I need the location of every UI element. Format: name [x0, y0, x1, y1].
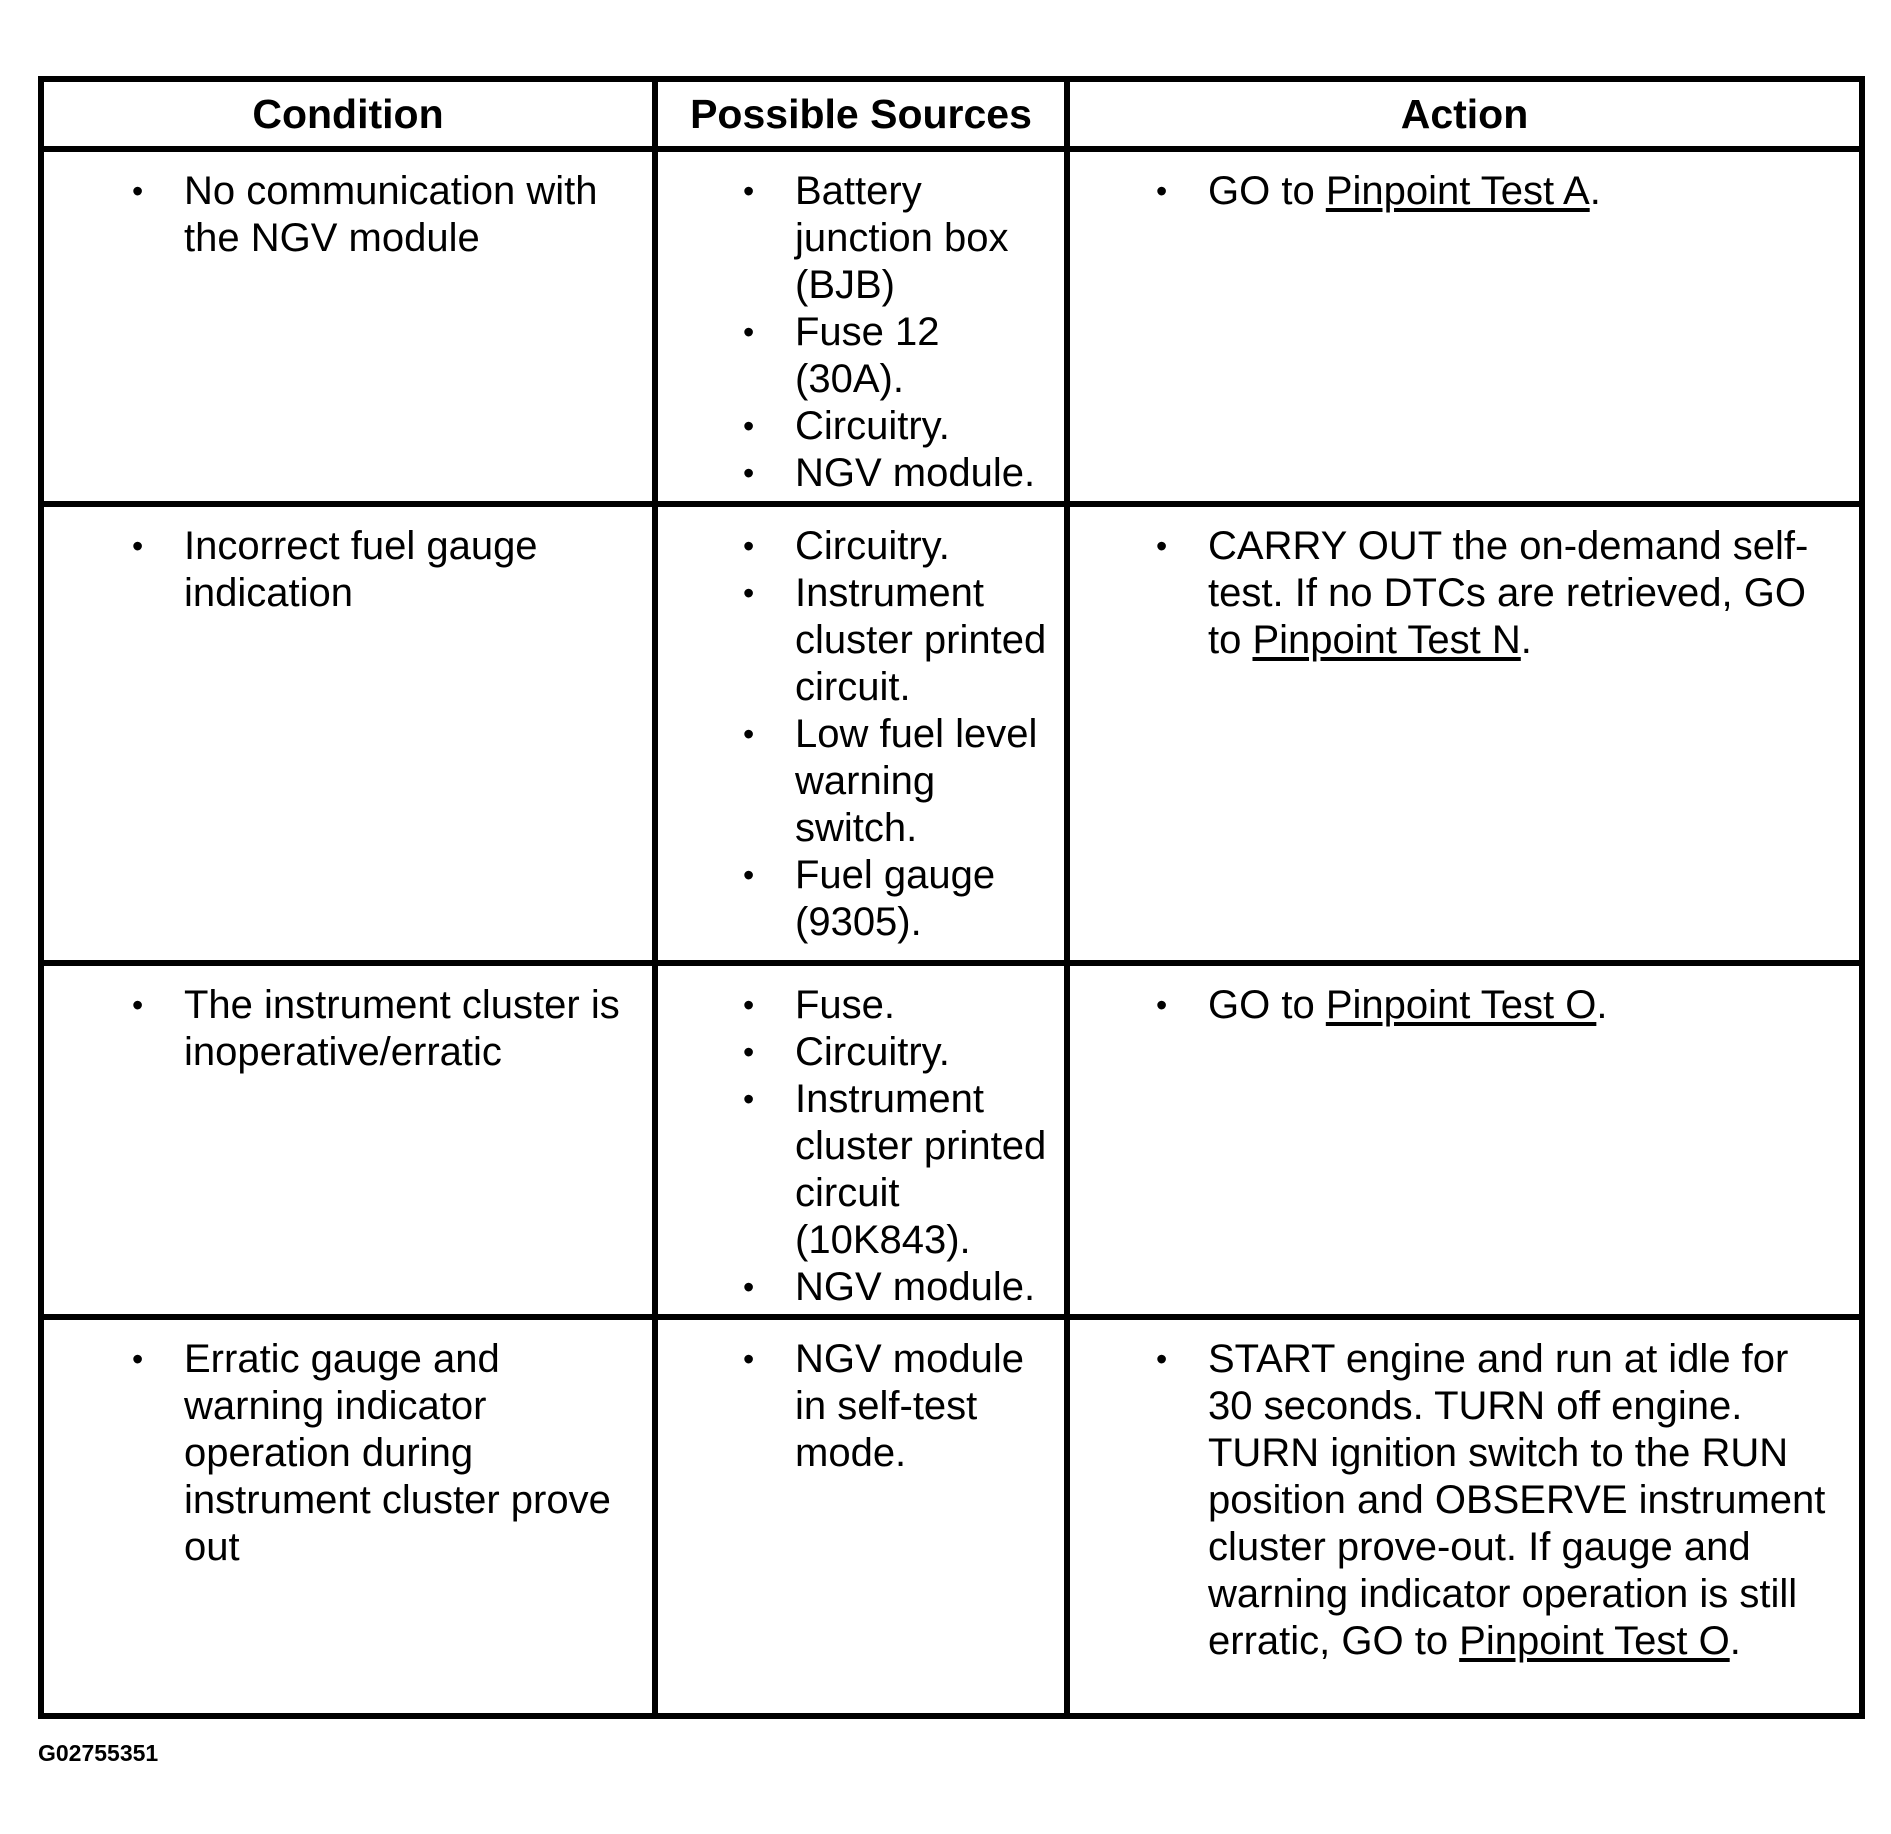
action-item: [1208, 168, 1841, 215]
source-item: • Instrument cluster printed circuit.: [795, 570, 1058, 711]
pinpoint-test-n-link[interactable]: Pinpoint Test N: [1252, 618, 1521, 662]
condition-list: [44, 168, 652, 262]
source-item: • Circuitry.: [795, 403, 1058, 450]
action-text: GO to: [1208, 169, 1326, 213]
condition-list: [44, 982, 652, 1076]
table-row: [41, 1317, 1862, 1716]
pinpoint-test-o-link[interactable]: Pinpoint Test O: [1459, 1619, 1730, 1663]
condition-item: • Incorrect fuel gauge indication: [184, 523, 640, 617]
action-cell: [1067, 504, 1862, 963]
header-condition: Condition: [41, 79, 655, 149]
source-item: • Instrument cluster printed circuit (10K843).: [795, 1076, 1058, 1264]
condition-cell: [41, 963, 655, 1317]
condition-item: • No communication with the NGV module: [184, 168, 640, 262]
action-cell: [1067, 963, 1862, 1317]
action-list: [1070, 168, 1859, 215]
action-list: [1070, 1336, 1859, 1665]
source-item: • Fuel gauge (9305).: [795, 852, 1058, 946]
source-item: • Circuitry.: [795, 523, 1058, 570]
sources-list: [658, 1336, 1064, 1477]
source-item: • Battery junction box (BJB): [795, 168, 1058, 309]
source-item: • NGV module.: [795, 1264, 1058, 1311]
source-item: • Fuse 12 (30A).: [795, 309, 1058, 403]
header-possible-sources: Possible Sources: [655, 79, 1067, 149]
sources-cell: [655, 963, 1067, 1317]
sources-cell: [655, 149, 1067, 504]
table-row: [41, 149, 1862, 504]
action-item: [1208, 982, 1841, 1029]
figure-id: G02755351: [38, 1740, 159, 1766]
sources-cell: [655, 1317, 1067, 1716]
action-list: [1070, 982, 1859, 1029]
action-list: [1070, 523, 1859, 664]
condition-cell: [41, 504, 655, 963]
source-item: • Low fuel level warning switch.: [795, 711, 1058, 852]
action-cell: [1067, 1317, 1862, 1716]
source-item: • Circuitry.: [795, 1029, 1058, 1076]
action-text-end: .: [1729, 1619, 1741, 1663]
condition-list: [44, 523, 652, 617]
pinpoint-test-a-link[interactable]: Pinpoint Test A: [1325, 169, 1590, 213]
condition-item: • Erratic gauge and warning indicator operation during instrument cluster prove out: [184, 1336, 640, 1571]
source-item: • Fuse.: [795, 982, 1058, 1029]
condition-cell: [41, 149, 655, 504]
source-item: • NGV module in self-test mode.: [795, 1336, 1058, 1477]
action-text-end: .: [1589, 169, 1601, 213]
sources-list: [658, 982, 1064, 1311]
action-item: [1208, 523, 1841, 664]
sources-list: [658, 523, 1064, 946]
action-text: CARRY OUT the on-demand self-test. If no DTCs are retrieved, GO to: [1208, 524, 1809, 662]
source-item: • NGV module.: [795, 450, 1058, 497]
action-text: GO to: [1208, 983, 1326, 1027]
sources-list: [658, 168, 1064, 497]
header-row: [41, 79, 1862, 149]
action-item: [1208, 1336, 1841, 1665]
condition-cell: [41, 1317, 655, 1716]
condition-item: • The instrument cluster is inoperative/erratic: [184, 982, 640, 1076]
condition-list: [44, 1336, 652, 1571]
table-row: [41, 963, 1862, 1317]
diagnosis-table: [38, 76, 1865, 1719]
header-action: Action: [1067, 79, 1862, 149]
action-cell: [1067, 149, 1862, 504]
action-text-end: .: [1520, 618, 1532, 662]
pinpoint-test-o-link[interactable]: Pinpoint Test O: [1325, 983, 1597, 1027]
action-text-end: .: [1596, 983, 1608, 1027]
action-text: START engine and run at idle for 30 seconds. TURN off engine. TURN ignition switch to the RUN position and OBSERVE instrument cluster prove-out. If gauge and warning indicator operation is still erratic, GO to: [1208, 1337, 1826, 1663]
sources-cell: [655, 504, 1067, 963]
table-row: [41, 504, 1862, 963]
